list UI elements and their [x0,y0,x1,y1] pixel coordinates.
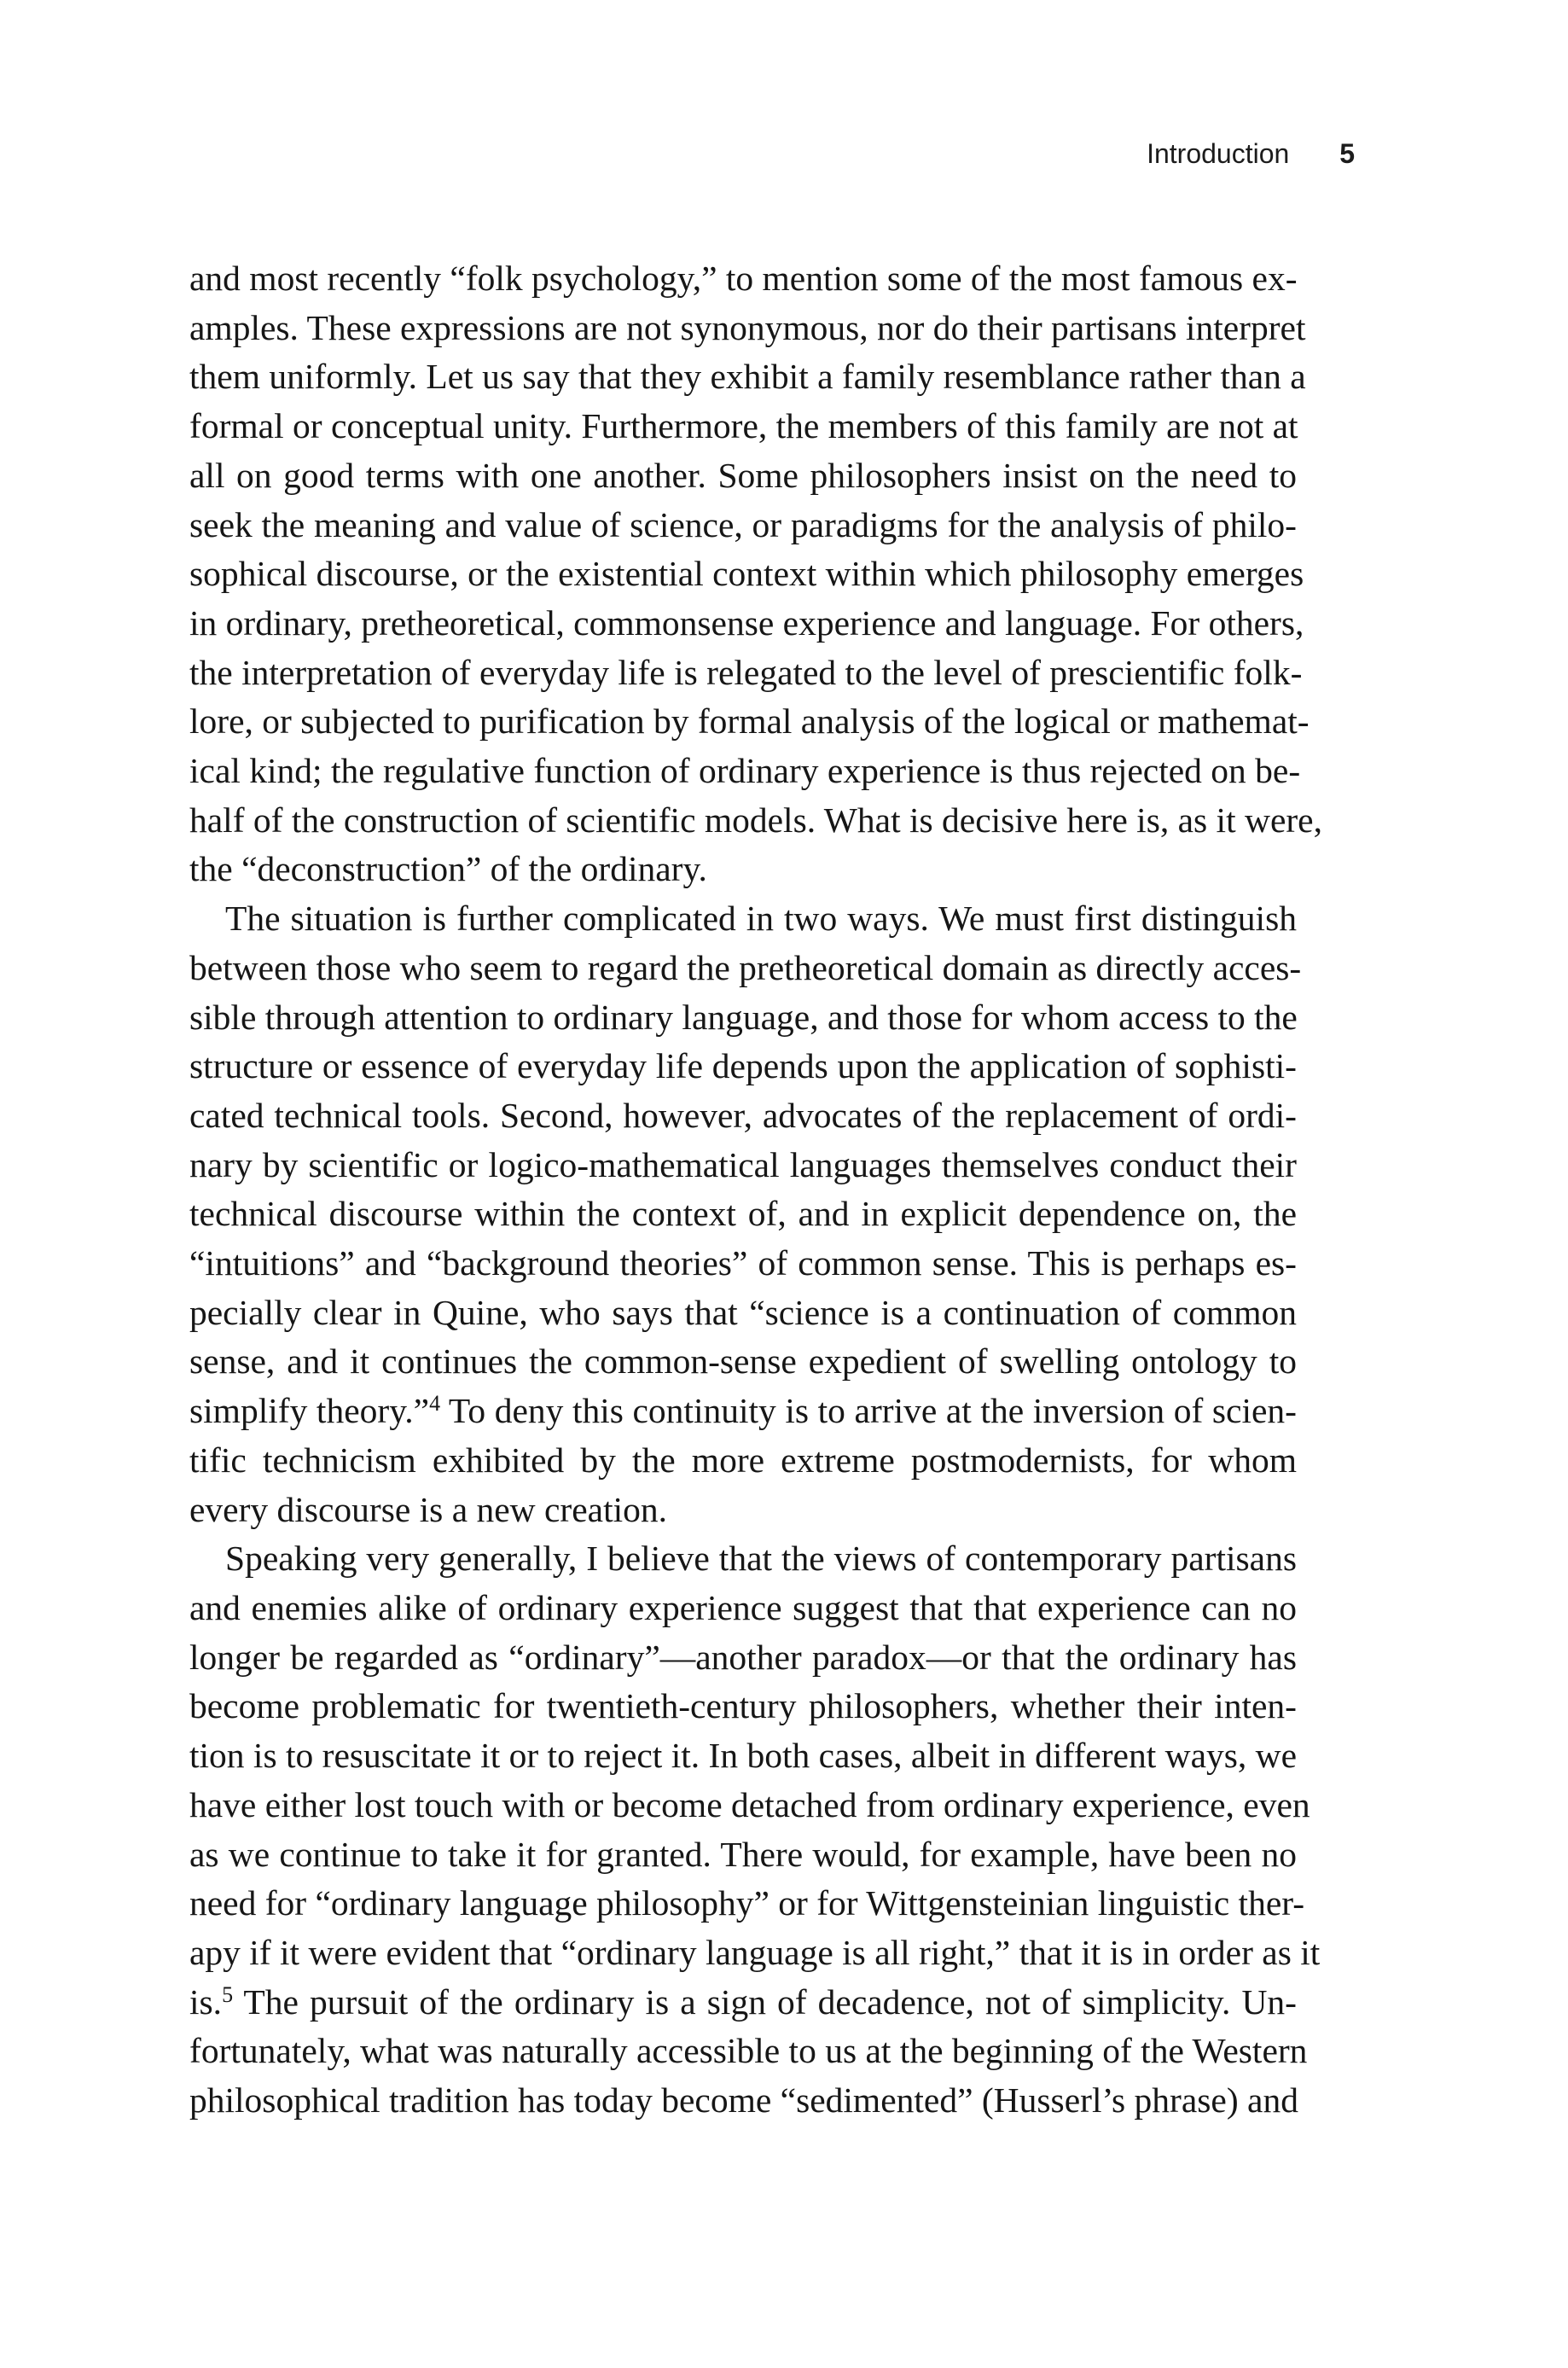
text-line: sophical discourse, or the existential context within which philosophy emerges [189,554,1304,594]
text-line: longer be regarded as “ordinary”—another paradox—or that the ordinary has [189,1637,1297,1677]
text-line: tific technicism exhibited by the more extreme postmodernists, for whom [189,1440,1297,1480]
text-line: half of the construction of scientific models. What is decisive here is, as it were, [189,800,1322,840]
text-line: as we continue to take it for granted. There would, for example, have been no [189,1834,1297,1874]
text-line: formal or conceptual unity. Furthermore, the members of this family are not at [189,406,1298,446]
text-segment: The pursuit of the ordinary is a sign of decadence, not of simplicity. Un- [243,1981,1297,2022]
text-line: cated technical tools. Second, however, advocates of the replacement of ordi- [189,1095,1297,1135]
text-line-with-footnote [189,1387,1297,1436]
text-line: all on good terms with one another. Some philosophers insist on the need to [189,455,1297,495]
text-line: tion is to resuscitate it or to reject it. In both cases, albeit in different ways, we [189,1736,1298,1776]
page-number: 5 [1339,138,1355,169]
text-line: philosophical tradition has today become “sedimented” (Husserl’s phrase) and [189,2080,1298,2121]
text-line: structure or essence of everyday life depends upon the application of sophisti- [189,1046,1297,1086]
text-line: the interpretation of everyday life is relegated to the level of prescientific folk- [189,652,1303,692]
section-title: Introduction [1147,138,1290,169]
text-line: in ordinary, pretheoretical, commonsense experience and language. For others, [189,602,1304,643]
text-line: amples. These expressions are not synonymous, nor do their partisans interpret [189,307,1306,347]
text-line: every discourse is a new creation. [189,1489,668,1529]
text-line: The situation is further complicated in two ways. We must first distinguish [225,899,1297,939]
text-segment: To deny this continuity is to arrive at the inversion of scien- [448,1391,1297,1431]
text-line: seek the meaning and value of science, or paradigms for the analysis of philo- [189,504,1297,544]
running-head [1147,137,1355,171]
text-line-with-footnote [189,1978,1297,2028]
text-line: the “deconstruction” of the ordinary. [189,849,707,889]
text-line: lore, or subjected to purification by formal analysis of the logical or mathemat- [189,701,1310,742]
text-line: “intuitions” and “background theories” of common sense. This is perhaps es- [189,1243,1297,1283]
text-segment: simplify theory.” [189,1391,430,1431]
text-line: have either lost touch with or become detached from ordinary experience, even [189,1784,1310,1824]
text-line: Speaking very generally, I believe that the views of contemporary partisans [225,1539,1297,1579]
text-line: need for “ordinary language philosophy” or for Wittgensteinian linguistic ther- [189,1883,1305,1923]
text-segment: is. [189,1981,223,2022]
text-line: nary by scientific or logico-mathematical languages themselves conduct their [189,1144,1297,1184]
text-line: between those who seem to regard the pretheoretical domain as directly acces- [189,947,1302,987]
text-line: sense, and it continues the common-sense expedient of swelling ontology to [189,1341,1297,1382]
text-line: and enemies alike of ordinary experience suggest that that experience can no [189,1587,1297,1627]
paragraph-1 [189,254,1322,894]
paragraph-3 [189,1534,1321,2125]
text-line: fortunately, what was naturally accessible to us at the beginning of the Western [189,2031,1308,2071]
text-line: pecially clear in Quine, who says that “science is a continuation of common [189,1292,1297,1332]
text-line: technical discourse within the context of, and in explicit dependence on, the [189,1194,1297,1234]
text-line: them uniformly. Let us say that they exhibit a family resemblance rather than a [189,357,1306,397]
text-line: apy if it were evident that “ordinary language is all right,” that it is in order as it [189,1932,1321,1972]
paragraph-2 [189,894,1302,1534]
body-text [189,254,1322,2126]
text-line: ical kind; the regulative function of ordinary experience is thus rejected on be- [189,751,1301,791]
text-line: and most recently “folk psychology,” to mention some of the most famous ex- [189,259,1298,298]
text-line: become problematic for twentieth-century philosophers, whether their inten- [189,1686,1297,1726]
footnote-marker: 4 [429,1391,441,1417]
text-line: sible through attention to ordinary language, and those for whom access to the [189,997,1298,1037]
footnote-marker: 5 [222,1981,234,2007]
